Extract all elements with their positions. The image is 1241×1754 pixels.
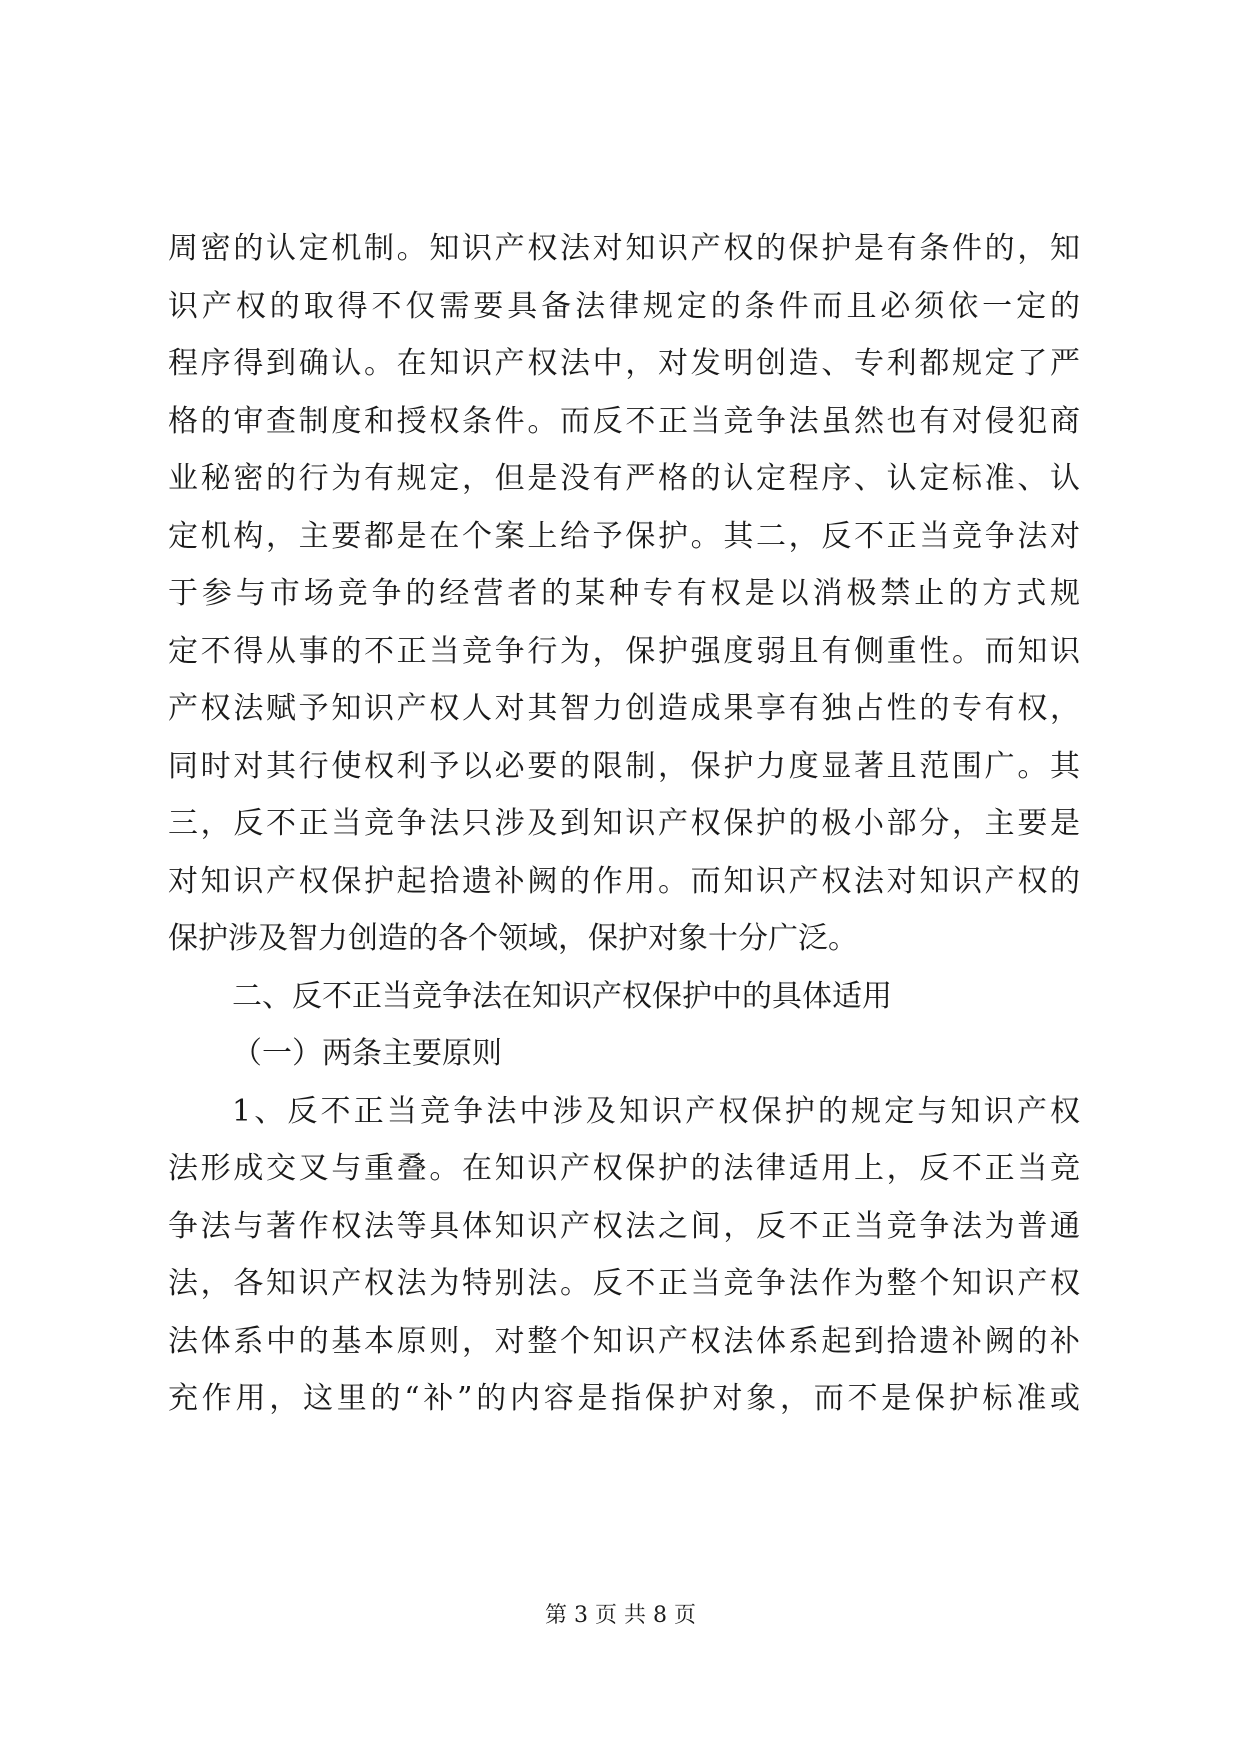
text-line: 格的审查制度和授权条件。而反不正当竞争法虽然也有对侵犯商: [168, 403, 1080, 439]
text-line: 定不得从事的不正当竞争行为，保护强度弱且有侧重性。而知识: [168, 633, 1080, 669]
text-line: 法，各知识产权法为特别法。反不正当竞争法作为整个知识产权: [168, 1266, 1080, 1301]
text-line: 定机构，主要都是在个案上给予保护。其二，反不正当竞争法对: [168, 518, 1080, 554]
text-line: 保护涉及智力创造的各个领域，保护对象十分广泛。: [168, 921, 858, 956]
text-line: 产权法赋予知识产权人对其智力创造成果享有独占性的专有权，: [168, 691, 1080, 726]
text-line: 充作用，这里的“补”的内容是指保护对象，而不是保护标准或: [168, 1381, 1080, 1416]
text-line: 1、反不正当竞争法中涉及知识产权保护的规定与知识产权: [232, 1093, 1080, 1129]
text-line: 识产权的取得不仅需要具备法律规定的条件而且必须依一定的: [168, 288, 1080, 324]
subsection-heading: （一）两条主要原则: [232, 1036, 502, 1071]
text-line: 业秘密的行为有规定，但是没有严格的认定程序、认定标准、认: [168, 461, 1080, 496]
text-line: 三，反不正当竞争法只涉及到知识产权保护的极小部分，主要是: [168, 806, 1080, 841]
text-line: 争法与著作权法等具体知识产权法之间，反不正当竞争法为普通: [168, 1208, 1080, 1244]
text-line: 程序得到确认。在知识产权法中，对发明创造、专利都规定了严: [168, 346, 1080, 381]
text-line: 周密的认定机制。知识产权法对知识产权的保护是有条件的，知: [168, 231, 1080, 266]
section-heading: 二、反不正当竞争法在知识产权保护中的具体适用: [232, 978, 892, 1014]
page-number-footer: 第 3 页 共 8 页: [545, 1603, 696, 1628]
document-body: [168, 220, 1080, 1428]
text-line: 于参与市场竞争的经营者的某种专有权是以消极禁止的方式规: [168, 576, 1080, 611]
text-line: 法体系中的基本原则，对整个知识产权法体系起到拾遗补阙的补: [168, 1323, 1080, 1359]
text-line: 同时对其行使权利予以必要的限制，保护力度显著且范围广。其: [168, 748, 1080, 784]
text-line: 法形成交叉与重叠。在知识产权保护的法律适用上，反不正当竞: [168, 1151, 1080, 1186]
text-line: 对知识产权保护起拾遗补阙的作用。而知识产权法对知识产权的: [168, 863, 1080, 899]
